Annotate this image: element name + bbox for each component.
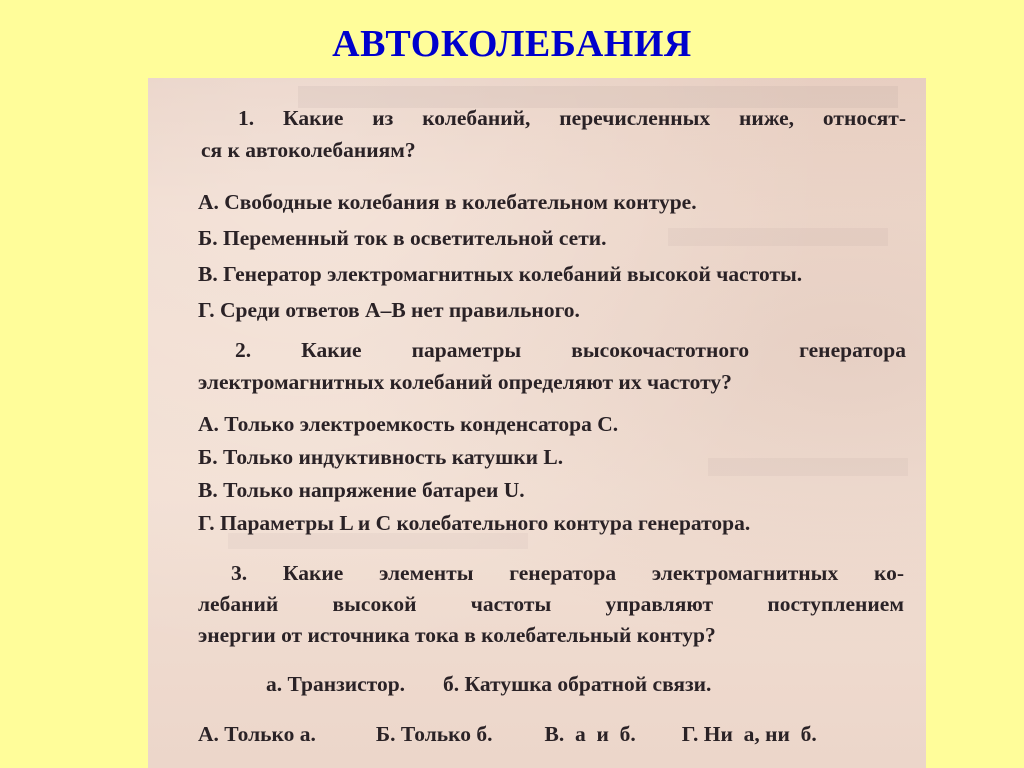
question-2-line-2: электромагнитных колебаний определяют их частоту? — [198, 370, 732, 394]
element-option: б. Катушка обратной связи. — [443, 672, 712, 696]
question-1 — [148, 102, 926, 166]
answer-option: Г. Среди ответов А–В нет правильного. — [198, 298, 580, 322]
answer-option: Б. Переменный ток в осветительной сети. — [198, 226, 607, 250]
question-3-line-3: энергии от источника тока в колебательный контур? — [198, 623, 716, 647]
question-3-elements — [148, 668, 926, 700]
answer-option: Г. Параметры L и С колебательного контура генератора. — [198, 511, 751, 535]
answers-row — [148, 718, 926, 750]
question-3-line-2: лебаний высокой частоты управляют поступлением — [198, 592, 904, 616]
question-1-line-1: 1. Какие из колебаний, перечисленных ниже, относят- — [238, 106, 906, 130]
answer-option: В. Генератор электромагнитных колебаний высокой частоты. — [198, 262, 803, 286]
elements-row — [148, 668, 926, 700]
answer-option: Б. Только индуктивность катушки L. — [198, 445, 564, 469]
question-3-line-1: 3. Какие элементы генератора электромагнитных ко- — [231, 561, 904, 585]
answer-option: Г. Ни а, ни б. — [681, 722, 817, 746]
answer-option: А. Только электроемкость конденсатора С. — [198, 412, 619, 436]
question-2-options — [148, 408, 926, 540]
question-1-options — [148, 184, 926, 328]
answer-option: В. Только напряжение батареи U. — [198, 478, 525, 502]
answer-option: А. Свободные колебания в колебательном контуре. — [198, 190, 697, 214]
answer-option: В. а и б. — [544, 722, 636, 746]
question-3-options — [148, 718, 926, 750]
slide-title: АВТОКОЛЕБАНИЯ — [332, 23, 692, 65]
element-option: а. Транзистор. — [266, 672, 406, 696]
question-3 — [148, 558, 926, 651]
question-1-line-2: ся к автоколебаниям? — [201, 138, 416, 162]
question-2 — [148, 334, 926, 398]
scanned-page — [148, 78, 926, 768]
answer-option: А. Только а. — [198, 722, 316, 746]
answer-option: Б. Только б. — [375, 722, 493, 746]
question-2-line-1: 2. Какие параметры высокочастотного генератора — [235, 338, 906, 362]
